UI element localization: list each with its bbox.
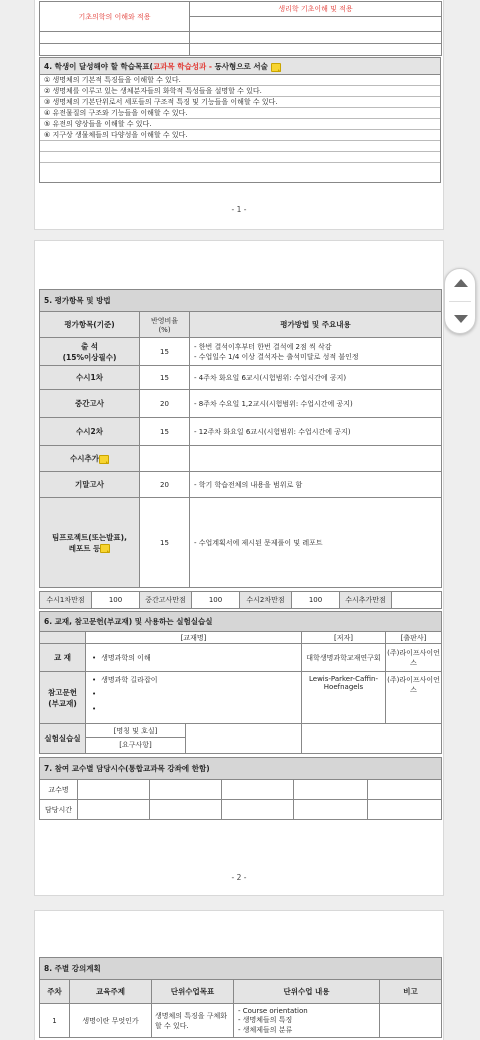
perfect-score-value: 100 (192, 592, 240, 609)
evaluation-row (40, 418, 442, 446)
evaluation-ratio: 20 (140, 472, 190, 498)
evaluation-ratio: 15 (140, 498, 190, 588)
col-book-header: [교재명] (86, 632, 302, 644)
evaluation-item: 수시1차 (76, 373, 103, 382)
document-page-3 (34, 910, 444, 1040)
perfect-score-value (392, 592, 442, 609)
col-ratio-header: 반영비율 (%) (140, 312, 190, 338)
course-info-table (39, 1, 442, 56)
week-row (40, 1004, 442, 1038)
objective-item: ② 생명체를 이루고 있는 생체분자들의 화학적 특성들을 설명할 수 있다. (40, 86, 440, 97)
evaluation-row (40, 446, 442, 472)
evaluation-row (40, 498, 442, 588)
page-scroll-control[interactable] (444, 268, 476, 334)
week-topic: 생명이란 무엇인가 (70, 1004, 152, 1038)
textbook-table (39, 611, 442, 754)
document-page-2 (34, 240, 444, 896)
reference-name: • 생명과학 길라잡이 (92, 676, 157, 684)
professor-hours-table (39, 757, 442, 820)
objective-item: ① 생명체의 기본적 특징들을 이해할 수 있다. (40, 75, 440, 86)
week-col-header: 단위수업목표 (152, 980, 234, 1004)
evaluation-item: 수시추가 (70, 454, 99, 463)
lab-name: [명칭 및 호실] (86, 724, 185, 738)
reference-label: 참고문헌 (부교재) (40, 672, 86, 724)
lab-label: 실험실습실 (40, 724, 86, 754)
textbook-label: 교 재 (40, 644, 86, 672)
objective-item: ④ 유전물질의 구조와 기능들을 이해할 수 있다. (40, 108, 440, 119)
evaluation-method: - 12주차 화요일 6교시(시험범위: 수업시간에 공지) (190, 418, 442, 446)
perfect-score-label: 중간고사만점 (140, 592, 192, 609)
week-col-header: 주차 (40, 980, 70, 1004)
memo-icon[interactable] (99, 455, 109, 464)
evaluation-item: 팀프로젝트(또는발표), 레포트 등 (52, 532, 127, 553)
evaluation-item: 출 석 (15%이상필수) (62, 341, 117, 362)
evaluation-ratio: 15 (140, 366, 190, 390)
hours-label: 담당시간 (40, 800, 78, 820)
section6-header: 6. 교재, 참고문헌(부교재) 및 사용하는 실험실습실 (40, 612, 442, 632)
textbook-author: 대학생명과학교재연구회 (302, 644, 386, 672)
evaluation-item: 수시2차 (76, 427, 103, 436)
course-cell-right: 생리학 기초이해 및 적용 (190, 2, 441, 17)
section8-header: 8. 주별 강의계획 (40, 958, 442, 980)
perfect-score-value: 100 (92, 592, 140, 609)
page-number: - 2 - (231, 873, 247, 882)
evaluation-row (40, 366, 442, 390)
col-method-header: 평가방법 및 주요내용 (190, 312, 442, 338)
objective-item: ⑥ 지구상 생물체들의 다양성을 이해할 수 있다. (40, 130, 440, 141)
objective-item-empty (40, 141, 440, 152)
evaluation-method: - 8주차 수요일 1,2교시(시험범위: 수업시간에 공지) (190, 390, 442, 418)
document-page-1 (34, 0, 444, 230)
objective-item-empty (40, 152, 440, 163)
section7-header: 7. 참여 교수별 담당시수(통합교과목 강좌에 한함) (40, 758, 442, 780)
week-col-header: 비고 (380, 980, 442, 1004)
section5-header: 5. 평가항목 및 방법 (40, 290, 442, 312)
evaluation-ratio (140, 446, 190, 472)
memo-icon[interactable] (100, 544, 110, 553)
evaluation-method: - 학기 학습전체의 내용을 범위로 함 (190, 472, 442, 498)
lab-requirements: [요구사항] (119, 741, 152, 749)
evaluation-method: - 수업계획서에 제시된 문제풀이 및 레포트 (190, 498, 442, 588)
evaluation-ratio: 20 (140, 390, 190, 418)
reference-name (92, 690, 101, 698)
evaluation-row (40, 390, 442, 418)
perfect-score-value: 100 (292, 592, 340, 609)
perfect-score-label: 수시2차만점 (240, 592, 292, 609)
week-goal: 생명체의 특징을 구체화 할 수 있다. (152, 1004, 234, 1038)
professor-label: 교수명 (40, 780, 78, 800)
reference-author: Lewis-Parker-Caffin-Hoefnagels (302, 672, 386, 724)
objectives-box (39, 57, 441, 183)
evaluation-row (40, 338, 442, 366)
week-number: 1 (40, 1004, 70, 1038)
weekly-plan-table (39, 957, 442, 1038)
col-publisher-header: [출판사] (386, 632, 442, 644)
col-item-header: 평가항목(기준) (40, 312, 140, 338)
week-col-header: 단위수업 내용 (234, 980, 380, 1004)
course-cell-left: 기초의학의 이해와 적용 (40, 2, 190, 32)
evaluation-table (39, 289, 442, 588)
textbook-publisher: (주)라이프사이언스 (386, 644, 442, 672)
reference-names (86, 672, 302, 724)
evaluation-ratio: 15 (140, 418, 190, 446)
evaluation-row (40, 472, 442, 498)
textbook-name: • 생명과학의 이해 (92, 654, 151, 662)
col-author-header: [저자] (302, 632, 386, 644)
evaluation-method: - 한번 결석이후부터 한번 결석에 2점 씩 삭감 - 수업일수 1/4 이상 결석자는 출석미달로 성적 불인정 (190, 338, 442, 366)
objective-item: ③ 생명체의 기본단위로서 세포들의 구조적 특징 및 기능들을 이해할 수 있다. (40, 97, 440, 108)
evaluation-item: 중간고사 (75, 399, 104, 408)
week-note (380, 1004, 442, 1038)
perfect-score-label: 수시1차만점 (40, 592, 92, 609)
week-col-header: 교육주제 (70, 980, 152, 1004)
objectives-list (40, 75, 440, 163)
evaluation-ratio: 15 (140, 338, 190, 366)
evaluation-item: 기말고사 (75, 480, 104, 489)
section4-header: 4. 학생이 달성해야 할 학습목표(교과목 학습성과 - 동사형으로 서술 (40, 58, 440, 75)
week-content: - Course orientation - 생명체들의 특징 - 생체제들의 분류 (234, 1004, 380, 1038)
scroll-up-icon[interactable] (454, 279, 468, 287)
perfect-score-label: 수시추가만점 (340, 592, 392, 609)
reference-publisher: (주)라이프사이언스 (386, 672, 442, 724)
evaluation-method: - 4주차 화요일 6교시(시험범위: 수업시간에 공지) (190, 366, 442, 390)
memo-icon[interactable] (271, 63, 281, 72)
page-number: - 1 - (231, 205, 247, 214)
perfect-score-table (39, 591, 442, 609)
scroll-down-icon[interactable] (454, 315, 468, 323)
objective-item: ⑤ 유전의 양상들을 이해할 수 있다. (40, 119, 440, 130)
reference-name (92, 705, 101, 713)
evaluation-method (190, 446, 442, 472)
